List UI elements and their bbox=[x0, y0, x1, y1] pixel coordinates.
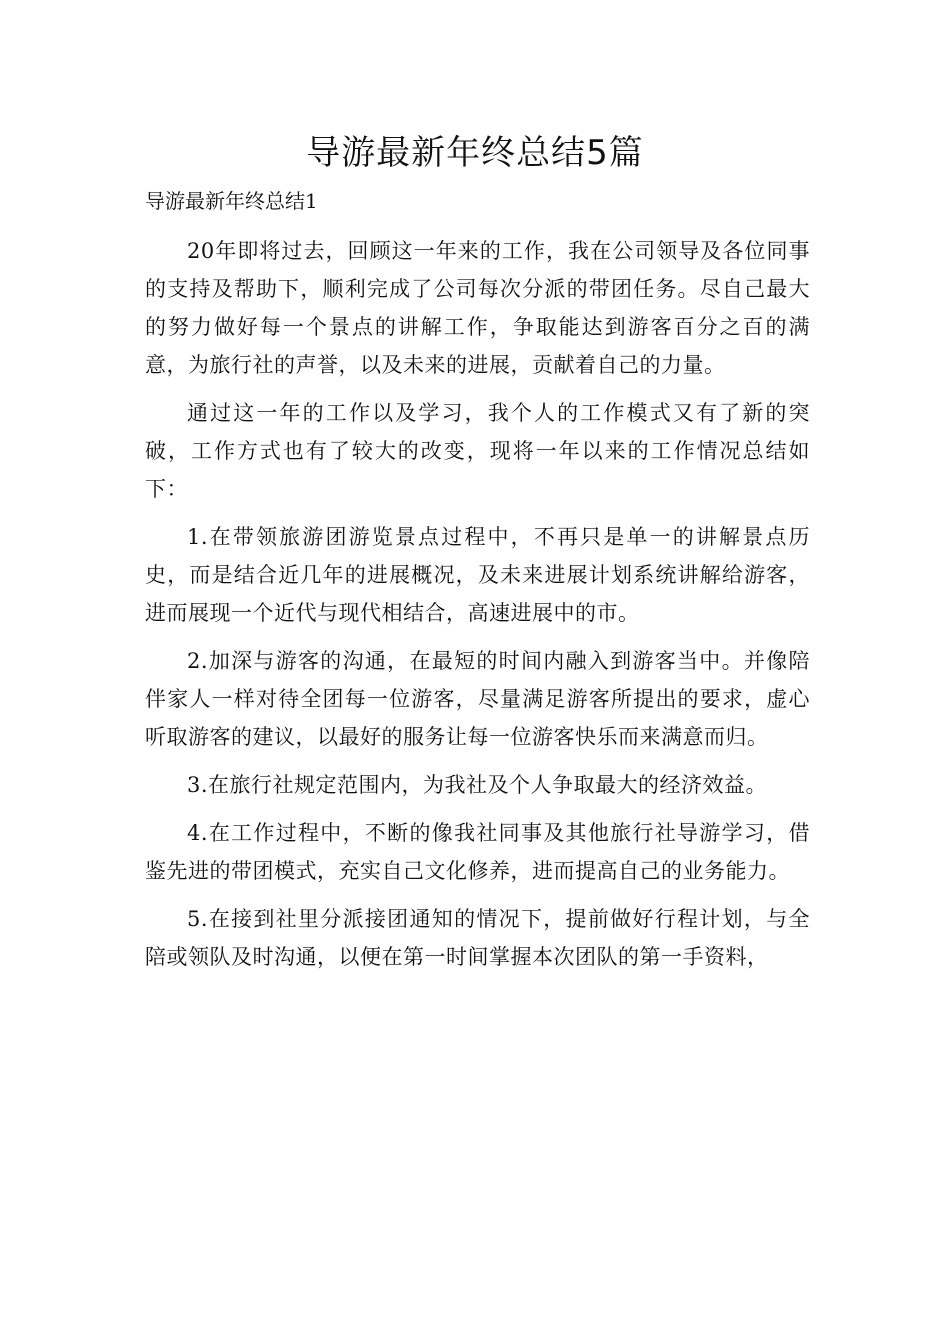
paragraph-item-3: 3.在旅行社规定范围内，为我社及个人争取最大的经济效益。 bbox=[187, 773, 768, 797]
document-body bbox=[145, 232, 810, 986]
paragraph-summary-lead: 通过这一年的工作以及学习，我个人的工作模式又有了新的突破，工作方式也有了较大的改变，现将一年以来的工作情况总结如下： bbox=[145, 401, 810, 501]
paragraph-item-4: 4.在工作过程中，不断的像我社同事及其他旅行社导游学习，借鉴先进的带团模式，充实自己文化修养，进而提高自己的业务能力。 bbox=[145, 821, 810, 883]
paragraph-intro: 20年即将过去，回顾这一年来的工作，我在公司领导及各位同事的支持及帮助下，顺利完成了公司每次分派的带团任务。尽自己最大的努力做好每一个景点的讲解工作，争取能达到游客百分之百的满意，为旅行社的声誉，以及未来的进展，贡献着自己的力量。 bbox=[145, 239, 810, 377]
paragraph-item-1: 1.在带领旅游团游览景点过程中，不再只是单一的讲解景点历史，而是结合近几年的进展概况，及未来进展计划系统讲解给游客，进而展现一个近代与现代相结合，高速进展中的市。 bbox=[145, 525, 810, 625]
section-heading: 导游最新年终总结1 bbox=[145, 189, 318, 213]
paragraph-item-2: 2.加深与游客的沟通，在最短的时间内融入到游客当中。并像陪伴家人一样对待全团每一位游客，尽量满足游客所提出的要求，虚心听取游客的建议，以最好的服务让每一位游客快乐而来满意而归。 bbox=[145, 649, 810, 749]
paragraph-item-5: 5.在接到社里分派接团通知的情况下，提前做好行程计划，与全陪或领队及时沟通，以便在第一时间掌握本次团队的第一手资料， bbox=[145, 907, 810, 969]
document-title: 导游最新年终总结5篇 bbox=[306, 133, 644, 173]
